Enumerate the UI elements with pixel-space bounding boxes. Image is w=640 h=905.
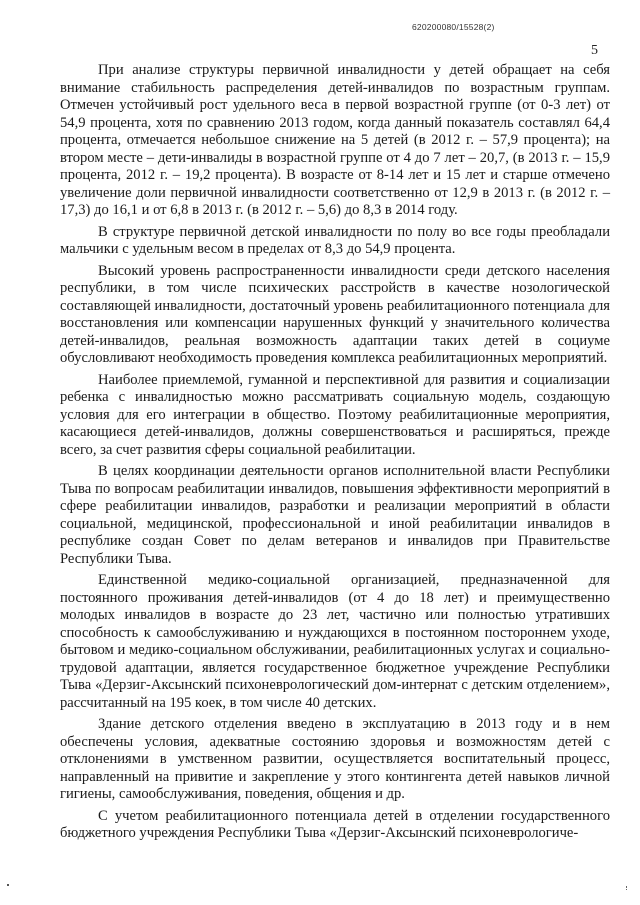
paragraph-coordination-council: В целях координации деятельности органов исполнительной власти Республики Тыва по вопросам реабилитации инвалидов, повышения эффективности мероприятий в сфере реабилитации инвалидов, разработки и реализации мероприятий в области социальной, медицинской, профессиональной и иной реабилитации инвалидов в республике создан Совет по делам ветеранов и инвалидов при Правительстве Республики Тыва. bbox=[60, 463, 610, 567]
scan-speck bbox=[7, 884, 9, 886]
paragraph-children-department: Здание детского отделения введено в эксплуатацию в 2013 году и в нем обеспечены условия, адекватные состоянию здоровья и возможностям детей с отклонениями в умственном развитии, осуществляется воспитательный процесс, направленный на привитие и закрепление у этого контингента детей навыков личной гигиены, самообслуживания, поведения, общения и др. bbox=[60, 716, 610, 802]
paragraph-gender-structure: В структуре первичной детской инвалидности по полу во все годы преобладали мальчики с удельным весом в пределах от 8,3 до 54,9 процента. bbox=[60, 223, 610, 257]
paragraph-primary-disability-structure: При анализе структуры первичной инвалидности у детей обращает на себя внимание стабильность распределения детей-инвалидов по возрастным группам. Отмечен устойчивый рост удельного веса в первой возрастной группе (от 0-3 лет) от 54,9 процента, хотя по сравнению 2013 годом, когда данный показатель составлял 64,4 процента, отмечается небольшое снижение на 5 детей (в 2012 г. – 57,9 процента); на втором месте – дети-инвалиды в возрастной группе от 4 до 7 лет – 20,7, (в 2013 г. – 15,9 процента, 2012 г. – 19,2 процента). В возрасте от 8-14 лет и 15 лет и старше отмечено увеличение доли первичной инвалидности соответственно от 12,9 в 2013 г. (в 2012 г. – 17,3) до 16,1 и от 6,8 в 2013 г. (в 2012 г. – 5,6) до 8,3 в 2014 году. bbox=[60, 62, 610, 218]
paragraph-high-prevalence: Высокий уровень распространенности инвалидности среди детского населения республики, в том числе психических расстройств в качестве нозологической составляющей инвалидности, достаточный уровень реабилитационного потенциала для восстановления или компенсации нарушенных функций у значительного количества детей-инвалидов, реальная возможность адаптации таких детей в социуме обусловливают необходимость проведения комплекса реабилитационных мероприятий. bbox=[60, 262, 610, 366]
document-id: 620200080/15528(2) bbox=[412, 22, 495, 32]
document-body bbox=[60, 62, 610, 847]
scan-speck bbox=[626, 886, 630, 890]
paragraph-social-model: Наиболее приемлемой, гуманной и перспективной для развития и социализации ребенка с инвалидностью можно рассматривать социальную модель, создающую условия для его интеграции в общество. Поэтому реабилитационные мероприятия, касающиеся детей-инвалидов, должны совершенствоваться и расширяться, прежде всего, за счет развития сферы социальной реабилитации. bbox=[60, 371, 610, 458]
paragraph-rehabilitation-potential: С учетом реабилитационного потенциала детей в отделении государственного бюджетного учреждения Республики Тыва «Дерзиг-Аксынский психоневрологиче- bbox=[60, 807, 610, 841]
page-number: 5 bbox=[591, 43, 598, 58]
paragraph-boarding-house: Единственной медико-социальной организацией, предназначенной для постоянного проживания детей-инвалидов (от 4 до 18 лет) и преимущественно молодых инвалидов в возрасте до 23 лет, частично или полностью утративших способность к самообслуживанию и нуждающихся в постоянном постороннем уходе, бытовом и медико-социальном обслуживании, реабилитационных услугах и социально-трудовой адаптации, является государственное бюджетное учреждение Республики Тыва «Дерзиг-Аксынский психоневрологический дом-интернат с детским отделением», рассчитанный на 195 коек, в том числе 40 детских. bbox=[60, 572, 610, 711]
